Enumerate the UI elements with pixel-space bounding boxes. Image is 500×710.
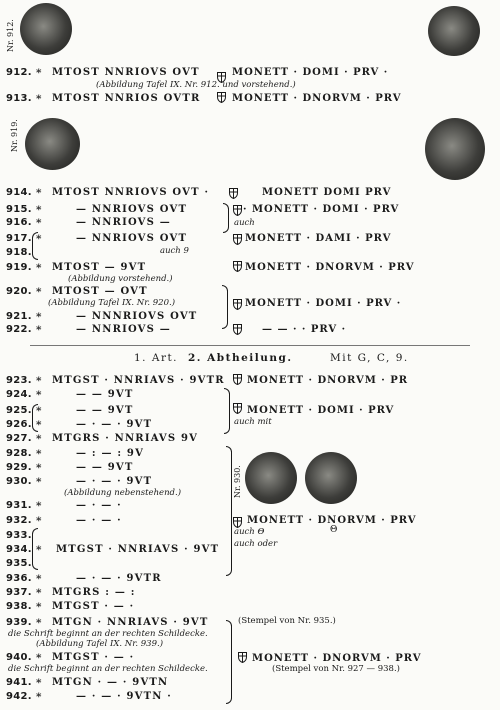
entry-row: 923. * MTGST · NNRIAVS · 9VTR MONETT · DNORVM · PR (6, 375, 409, 387)
entry-row: 932. * — · — · MONETT · DNORVM · PRV (6, 515, 417, 527)
entry-row: 920. * MTOST — OVT (6, 286, 148, 298)
entry-row: 936. * — · — · 9VTR (6, 573, 162, 585)
entry-note: die Schrift beginnt an der rechten Schildecke. (8, 629, 208, 639)
entry-row: 927. * MTGRS · NNRIAVS 9V (6, 433, 199, 445)
side-label-919: Nr. 919. (10, 119, 19, 152)
entry-row: 924. * — — 9VT (6, 389, 134, 401)
entry-row: 930. * — · — · 9VT (6, 476, 153, 488)
entry-row: 928. * — : — : 9V (6, 448, 145, 460)
entry-row: 940. * MTGST · — · (6, 652, 135, 664)
stempel-note: (Stempel von Nr. 935.) (238, 616, 336, 626)
entry-note: auch Θ (234, 527, 265, 537)
entry-row: 913. * MTOST NNRIOS OVTR MONETT · DNORVM · PRV (6, 93, 402, 105)
entry-row: 935. (6, 558, 32, 569)
stempel-note: (Stempel von Nr. 927 — 938.) (272, 664, 400, 674)
entry-row: 929. * — — 9VT (6, 462, 134, 474)
coin-919-reverse (425, 118, 485, 180)
coin-919-obverse (25, 118, 80, 170)
entry-row: 933. (6, 530, 32, 541)
entry-row: 917. * — NNRIOVS OVT MONETT · DAMI · PRV (6, 233, 392, 245)
section-divider (30, 345, 470, 346)
entry-note: (Abbildung Tafel IX. Nr. 920.) (48, 298, 176, 308)
reverse-legend: MONETT · DNORVM · PRV (252, 653, 422, 664)
entry-row: 914. * MTOST NNRIOVS OVT · MONETT DOMI PRV (6, 187, 392, 199)
entry-note: auch mit (234, 417, 272, 427)
entry-note: (Abbildung Tafel IX. Nr. 912. und vorstehend.) (96, 80, 296, 90)
entry-note: auch 9 (160, 246, 189, 256)
coin-912-reverse (428, 6, 480, 56)
side-label-930: Nr. 930. (233, 465, 242, 498)
entry-note: (Abbildung Tafel IX. Nr. 939.) (36, 639, 164, 649)
entry-row: 919. * MTOST — 9VT MONETT · DNORVM · PRV (6, 262, 415, 274)
entry-note: auch oder (234, 539, 278, 549)
entry-note: die Schrift beginnt an der rechten Schildecke. (8, 664, 208, 674)
theta-mark: Θ (330, 525, 338, 535)
entry-row: 941. * MTGN · — · 9VTN (6, 677, 169, 689)
entry-row: 937. * MTGRS : — : (6, 587, 136, 599)
entry-row: 916. * — NNRIOVS — (6, 217, 171, 229)
section-heading-abtheilung: 2. Abtheilung. (188, 352, 293, 364)
entry-note: auch (234, 218, 255, 228)
entry-row: 915. * — NNRIOVS OVT · MONETT · DOMI · PRV (6, 204, 400, 216)
entry-row: 925. * — — 9VT MONETT · DOMI · PRV (6, 405, 395, 417)
entry-row: 931. * — · — · (6, 500, 122, 512)
entry-row: 942. * — · — · 9VTN · (6, 691, 172, 703)
entry-row: 939. * MTGN · NNRIAVS · 9VT (6, 617, 209, 629)
section-heading-art: 1. Art. (134, 352, 179, 364)
entry-row: 934. * MTGST · NNRIAVS · 9VT (6, 544, 220, 556)
entry-row: 912. * MTOST NNRIOVS OVT MONETT · DOMI · PRV · (6, 67, 389, 79)
entry-row: 922. * — NNRIOVS — — — · · PRV · (6, 324, 347, 336)
coin-912-obverse (20, 3, 72, 55)
section-heading-mit: Mit G, C, 9. (330, 352, 409, 364)
entry-row: 926. * — · — · 9VT (6, 419, 153, 431)
entry-row: 921. * — NNNRIOVS OVT (6, 311, 198, 323)
entry-note: (Abbildung vorstehend.) (68, 274, 173, 284)
entry-row: 918. (6, 247, 32, 258)
entry-row: 938. * MTGST · — · (6, 601, 135, 613)
side-label-912: Nr. 912. (6, 19, 15, 52)
entry-row: MONETT · DOMI · PRV · (245, 298, 402, 309)
entry-note: (Abbildung nebenstehend.) (64, 488, 182, 498)
